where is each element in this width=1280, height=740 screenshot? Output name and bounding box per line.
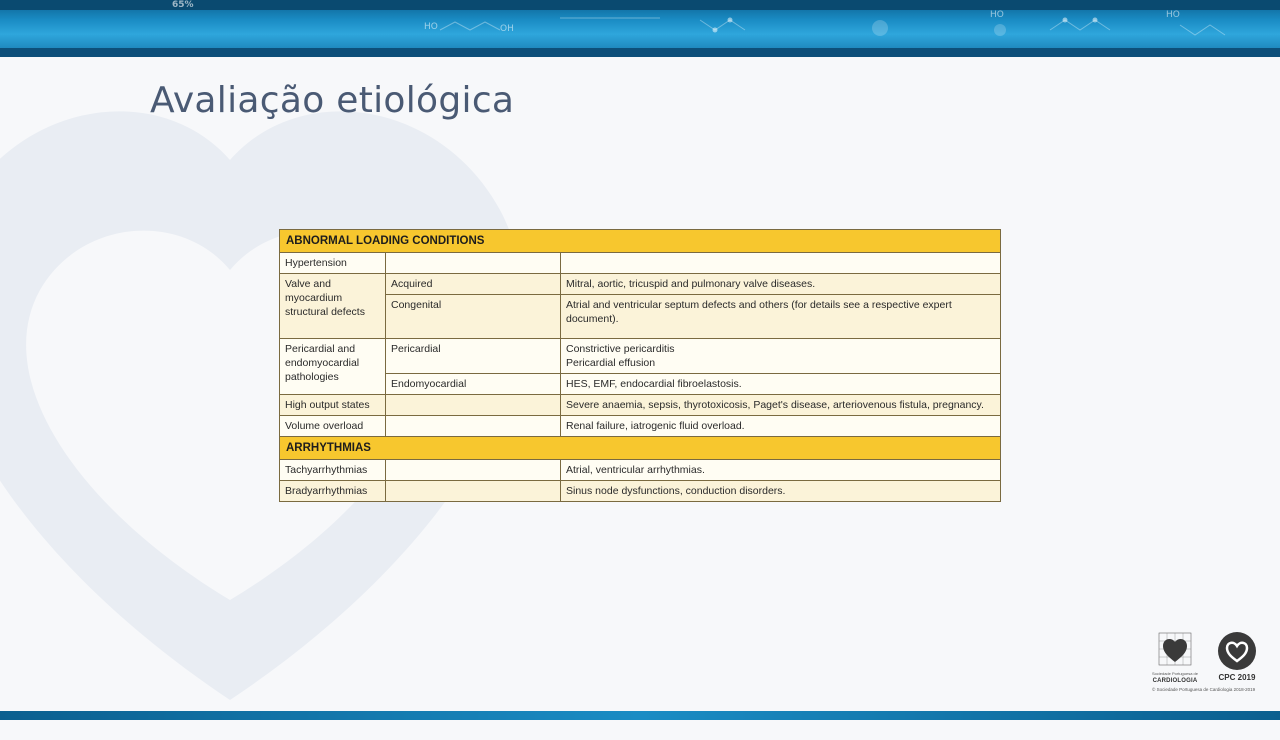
table-row — [280, 374, 1001, 395]
cell-description: Sinus node dysfunctions, conduction disorders. — [561, 481, 1001, 502]
cell-description — [561, 339, 1001, 374]
table-row — [280, 460, 1001, 481]
banner-chem-oh: OH — [500, 24, 514, 34]
etiology-table — [279, 229, 1001, 502]
table-row — [280, 395, 1001, 416]
cell-description: Severe anaemia, sepsis, thyrotoxicosis, Paget's disease, arteriovenous fistula, pregnancy. — [561, 395, 1001, 416]
cell-description: Atrial and ventricular septum defects and others (for details see a respective expert document). — [561, 295, 1001, 339]
cell-description: Mitral, aortic, tricuspid and pulmonary valve diseases. — [561, 274, 1001, 295]
table-row — [280, 295, 1001, 339]
cell-subtype — [386, 416, 561, 437]
cell-condition: Bradyarrhythmias — [280, 481, 386, 502]
footer-bar — [0, 711, 1280, 720]
section-header-row — [280, 230, 1001, 253]
section-header-abnormal-loading: ABNORMAL LOADING CONDITIONS — [280, 230, 1001, 253]
cell-description: HES, EMF, endocardial fibroelastosis. — [561, 374, 1001, 395]
table-row — [280, 481, 1001, 502]
banner-chem-ho: HO — [424, 22, 438, 32]
cpc-circle-icon — [1218, 632, 1256, 670]
cell-condition: High output states — [280, 395, 386, 416]
cell-subtype — [386, 395, 561, 416]
cpc-logo — [1212, 632, 1262, 682]
cell-condition: Hypertension — [280, 253, 386, 274]
section-header-row — [280, 437, 1001, 460]
cell-subtype — [386, 460, 561, 481]
cell-condition: Tachyarrhythmias — [280, 460, 386, 481]
cell-subtype: Endomyocardial — [386, 374, 561, 395]
cell-subtype: Pericardial — [386, 339, 561, 374]
cell-description: Renal failure, iatrogenic fluid overload. — [561, 416, 1001, 437]
cell-subtype: Congenital — [386, 295, 561, 339]
spc-heart-icon — [1158, 632, 1192, 666]
spc-logo — [1150, 632, 1200, 684]
cell-subtype — [386, 253, 561, 274]
cell-description: Atrial, ventricular arrhythmias. — [561, 460, 1001, 481]
banner-percent: 65% — [172, 0, 194, 10]
spc-small-text: Sociedade Portuguesa de — [1151, 671, 1199, 676]
cell-condition: Valve and myocardium structural defects — [280, 274, 386, 339]
cell-subtype: Acquired — [386, 274, 561, 295]
table-row — [280, 274, 1001, 295]
slide-title: Avaliação etiológica — [150, 80, 515, 121]
banner-chem-ho-2: HO — [990, 10, 1004, 20]
copyright-text: © Sociedade Portuguesa de Cardiologia 2018-2019 — [1152, 687, 1256, 692]
cell-description — [561, 253, 1001, 274]
cell-condition: Pericardial and endomyocardial pathologies — [280, 339, 386, 395]
cpc-heart-icon — [1218, 632, 1256, 670]
cell-description-line: Pericardial effusion — [566, 357, 656, 369]
table-row — [280, 339, 1001, 374]
banner-chem-ho-3: HO — [1166, 10, 1180, 20]
spc-name: CARDIOLOGIA — [1152, 678, 1198, 684]
cell-subtype — [386, 481, 561, 502]
cell-description-line: Constrictive pericarditis — [566, 343, 675, 355]
table-row — [280, 416, 1001, 437]
table-row — [280, 253, 1001, 274]
cell-condition: Volume overload — [280, 416, 386, 437]
section-header-arrhythmias: ARRHYTHMIAS — [280, 437, 1001, 460]
cpc-label: CPC 2019 — [1218, 673, 1256, 682]
